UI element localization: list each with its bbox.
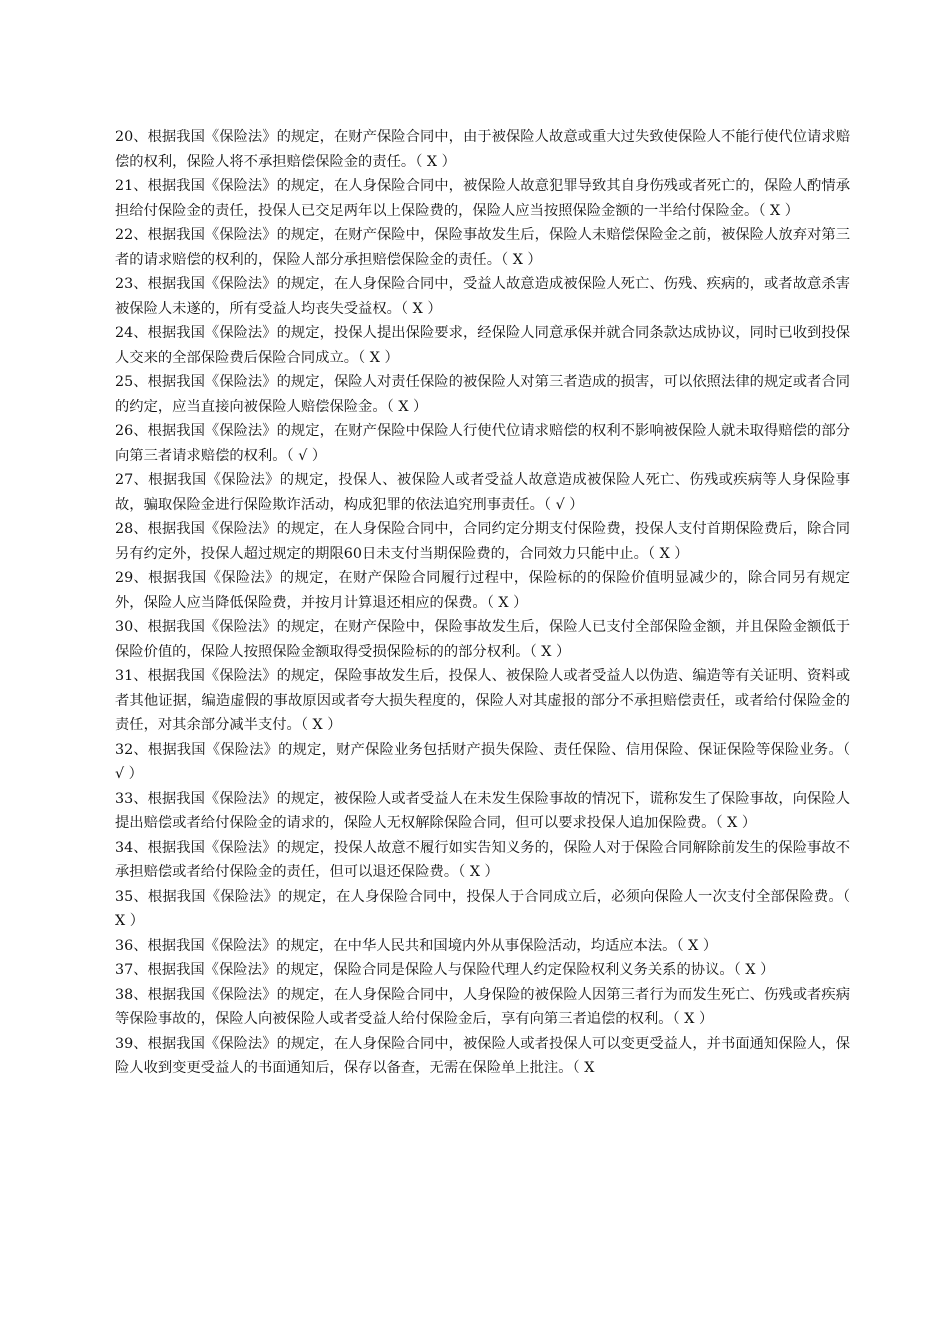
- document-body: [115, 125, 850, 1081]
- question-34: 34、根据我国《保险法》的规定，投保人故意不履行如实告知义务的，保险人对于保险合同解除前发生的保险事故不承担赔偿或者给付保险金的责任，但可以退还保险费。（ X ）: [115, 839, 850, 880]
- question-39: 39、根据我国《保险法》的规定，在人身保险合同中，被保险人或者投保人可以变更受益人，并书面通知保险人，保险人收到变更受益人的书面通知后，保存以备查，无需在保险单上批注。（ X: [115, 1035, 850, 1076]
- question-26: 26、根据我国《保险法》的规定，在财产保险中保险人行使代位请求赔偿的权利不影响被保险人就未取得赔偿的部分向第三者请求赔偿的权利。（ √ ）: [115, 423, 850, 464]
- question-23: 23、根据我国《保险法》的规定，在人身保险合同中，受益人故意造成被保险人死亡、伤残、疾病的，或者故意杀害被保险人未遂的，所有受益人均丧失受益权。（ X ）: [115, 276, 850, 317]
- question-21: 21、根据我国《保险法》的规定，在人身保险合同中，被保险人故意犯罪导致其自身伤残或者死亡的，保险人酌情承担给付保险金的责任，投保人已交足两年以上保险费的，保险人应当按照保险金额的一半给付保险金。（ X ）: [115, 178, 850, 219]
- question-22: 22、根据我国《保险法》的规定，在财产保险中，保险事故发生后，保险人未赔偿保险金之前，被保险人放弃对第三者的请求赔偿的权利的，保险人部分承担赔偿保险金的责任。（ X ）: [115, 227, 850, 268]
- question-30: 30、根据我国《保险法》的规定，在财产保险中，保险事故发生后，保险人已支付全部保险金额，并且保险金额低于保险价值的，保险人按照保险金额取得受损保险标的的部分权利。（ X ）: [115, 619, 850, 660]
- question-20: 20、根据我国《保险法》的规定，在财产保险合同中，由于被保险人故意或重大过失致使保险人不能行使代位请求赔偿的权利，保险人将不承担赔偿保险金的责任。（ X ）: [115, 129, 850, 170]
- question-25: 25、根据我国《保险法》的规定，保险人对责任保险的被保险人对第三者造成的损害，可以依照法律的规定或者合同的约定，应当直接向被保险人赔偿保险金。（ X ）: [115, 374, 850, 415]
- question-32: 32、根据我国《保险法》的规定，财产保险业务包括财产损失保险、责任保险、信用保险、保证保险等保险业务。（ √ ）: [115, 741, 850, 782]
- question-28: 28、根据我国《保险法》的规定，在人身保险合同中，合同约定分期支付保险费，投保人支付首期保险费后，除合同另有约定外，投保人超过规定的期限60日未支付当期保险费的，合同效力只能中止。（ X ）: [115, 521, 850, 562]
- question-24: 24、根据我国《保险法》的规定，投保人提出保险要求，经保险人同意承保并就合同条款达成协议，同时已收到投保人交来的全部保险费后保险合同成立。（ X ）: [115, 325, 850, 366]
- question-33: 33、根据我国《保险法》的规定，被保险人或者受益人在未发生保险事故的情况下，谎称发生了保险事故，向保险人提出赔偿或者给付保险金的请求的，保险人无权解除保险合同，但可以要求投保人追加保险费。（ X ）: [115, 790, 850, 831]
- question-27: 27、根据我国《保险法》的规定，投保人、被保险人或者受益人故意造成被保险人死亡、伤残或疾病等人身保险事故，骗取保险金进行保险欺诈活动，构成犯罪的依法追究刑事责任。（ √ ）: [115, 472, 850, 513]
- question-31: 31、根据我国《保险法》的规定，保险事故发生后，投保人、被保险人或者受益人以伪造、编造等有关证明、资料或者其他证据，编造虚假的事故原因或者夸大损失程度的，保险人对其虚报的部分不承担赔偿责任，或者给付保险金的责任，对其余部分减半支付。（ X ）: [115, 668, 850, 733]
- question-29: 29、根据我国《保险法》的规定，在财产保险合同履行过程中，保险标的的保险价值明显减少的，除合同另有规定外，保险人应当降低保险费，并按月计算退还相应的保费。（ X ）: [115, 570, 850, 611]
- question-38: 38、根据我国《保险法》的规定，在人身保险合同中，人身保险的被保险人因第三者行为而发生死亡、伤残或者疾病等保险事故的，保险人向被保险人或者受益人给付保险金后，享有向第三者追偿的权利。（ X ）: [115, 986, 850, 1027]
- question-36: 36、根据我国《保险法》的规定，在中华人民共和国境内外从事保险活动，均适应本法。（ X ）: [115, 937, 718, 954]
- question-37: 37、根据我国《保险法》的规定，保险合同是保险人与保险代理人约定保险权利义务关系的协议。（ X ）: [115, 962, 775, 978]
- question-35: 35、根据我国《保险法》的规定，在人身保险合同中，投保人于合同成立后，必须向保险人一次支付全部保险费。（ X ）: [115, 888, 850, 929]
